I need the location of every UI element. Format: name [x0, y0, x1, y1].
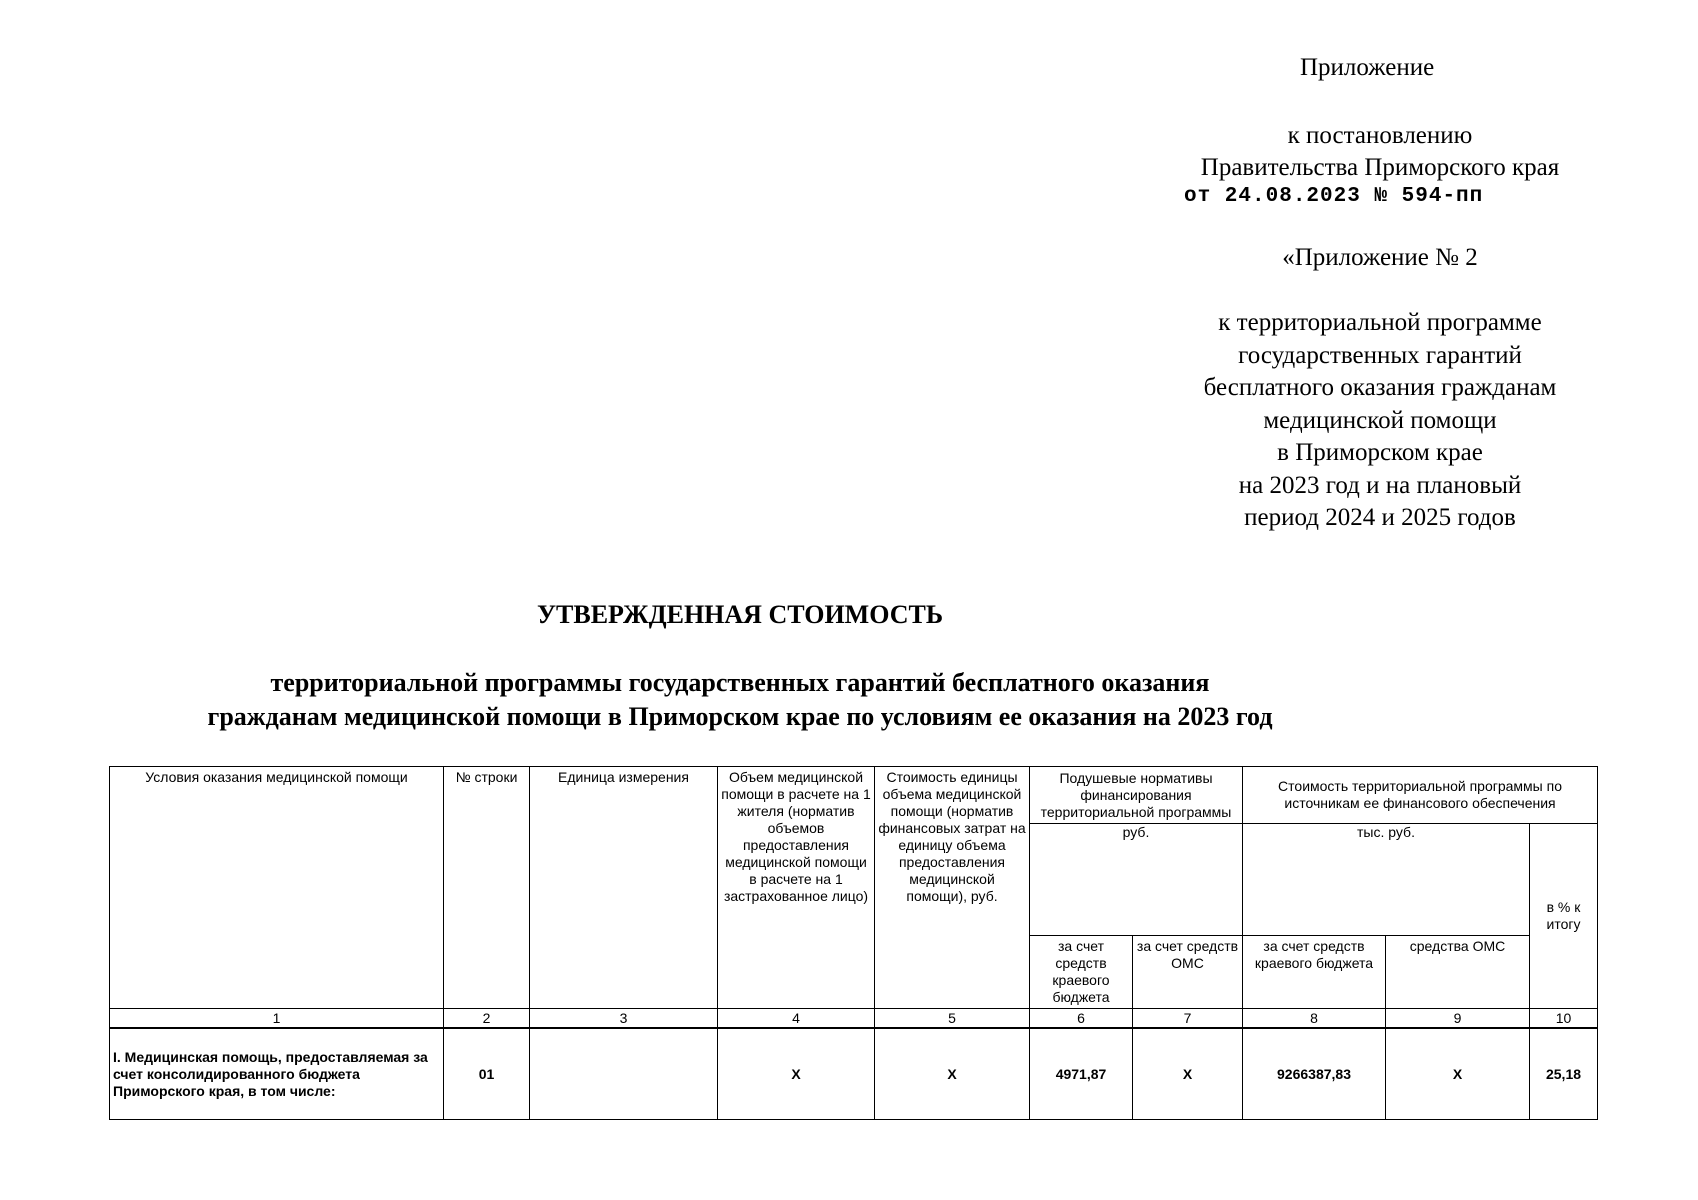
- document-title: УТВЕРЖДЕННАЯ СТОИМОСТЬ: [536, 600, 944, 629]
- document-subtitle: [0, 666, 1480, 734]
- cost-table: [109, 766, 1598, 1120]
- cell-cost-regional: 9266387,83: [1243, 1028, 1386, 1120]
- header-percent: в % к итогу: [1530, 824, 1598, 1009]
- cell-per-capita-oms: Х: [1133, 1028, 1243, 1120]
- appendix2-line: к территориальной программе: [1218, 309, 1542, 336]
- appendix2-line: государственных гарантий: [1238, 341, 1522, 369]
- cell-per-capita-regional: 4971,87: [1030, 1028, 1133, 1120]
- document-subtitle-line: территориальной программы государственных гарантий бесплатного оказания: [270, 668, 1210, 697]
- appendix2-line: в Приморском крае: [1277, 439, 1483, 466]
- document-subtitle-line: гражданам медицинской помощи в Приморском крае по условиям ее оказания на 2023 год: [207, 702, 1273, 731]
- appendix2-title: «Приложение № 2: [1282, 244, 1478, 271]
- column-number: 2: [444, 1009, 530, 1029]
- header-program-cost-unit: тыс. руб.: [1243, 824, 1530, 936]
- header-per-capita: Подушевые нормативы финансирования территориальной программы: [1030, 767, 1243, 824]
- header-volume: Объем медицинской помощи в расчете на 1 жителя (норматив объемов предоставления медицинской помощи в расчете на 1 застрахованное лицо): [718, 767, 875, 1009]
- appendix-line: к постановлению: [1287, 122, 1473, 149]
- cell-percent: 25,18: [1530, 1028, 1598, 1120]
- appendix2-line: медицинской помощи: [1263, 406, 1497, 434]
- header-row-number: № строки: [444, 767, 530, 1009]
- cell-conditions: I. Медицинская помощь, предоставляемая за счет консолидированного бюджета Приморского края, в том числе:: [110, 1028, 444, 1120]
- appendix2-line: период 2024 и 2025 годов: [1244, 504, 1516, 531]
- cell-cost-oms: Х: [1386, 1028, 1530, 1120]
- header-per-capita-regional: за счет средств краевого бюджета: [1030, 936, 1133, 1009]
- appendix-line: Правительства Приморского края: [1200, 154, 1560, 181]
- column-number: 9: [1386, 1009, 1530, 1029]
- appendix-date-number: от 24.08.2023 № 594-пп: [1184, 185, 1484, 208]
- column-number: 7: [1133, 1009, 1243, 1029]
- column-number: 8: [1243, 1009, 1386, 1029]
- column-number: 4: [718, 1009, 875, 1029]
- header-unit: Единица измерения: [530, 767, 718, 1009]
- column-number: 5: [875, 1009, 1030, 1029]
- header-cost-regional: за счет средств краевого бюджета: [1243, 936, 1386, 1009]
- column-number: 3: [530, 1009, 718, 1029]
- cell-unit-cost: Х: [875, 1028, 1030, 1120]
- header-cost-oms: средства ОМС: [1386, 936, 1530, 1009]
- column-number: 1: [110, 1009, 444, 1029]
- header-per-capita-unit: руб.: [1030, 824, 1243, 936]
- header-row-1: [110, 767, 1598, 824]
- header-conditions: Условия оказания медицинской помощи: [110, 767, 444, 1009]
- appendix2-line: бесплатного оказания гражданам: [1203, 374, 1557, 401]
- column-number: 10: [1530, 1009, 1598, 1029]
- cell-volume: Х: [718, 1028, 875, 1120]
- appendix-reference: [1170, 120, 1590, 184]
- header-unit-cost: Стоимость единицы объема медицинской помощи (норматив финансовых затрат на единицу объема предоставления медицинской помощи), руб.: [875, 767, 1030, 1009]
- column-number: 6: [1030, 1009, 1133, 1029]
- appendix2-reference: [1170, 307, 1590, 535]
- header-program-cost: Стоимость территориальной программы по источникам ее финансового обеспечения: [1243, 767, 1598, 824]
- cell-row-number: 01: [444, 1028, 530, 1120]
- header-per-capita-oms: за счет средств ОМС: [1133, 936, 1243, 1009]
- table-row: [110, 1028, 1598, 1120]
- appendix-title: Приложение: [1300, 54, 1435, 81]
- appendix2-line: на 2023 год и на плановый: [1238, 471, 1522, 499]
- column-number-row: [110, 1009, 1598, 1029]
- cell-unit: [530, 1028, 718, 1120]
